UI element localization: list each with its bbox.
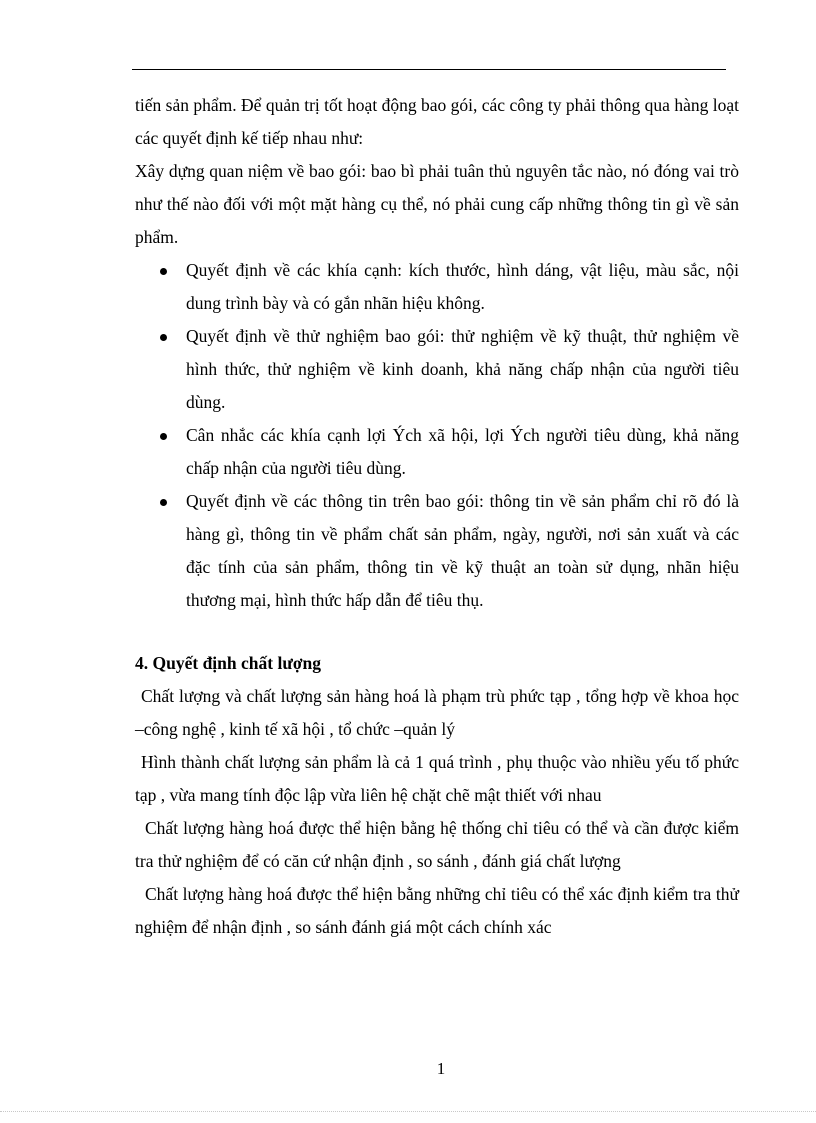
footer-divider [0, 1111, 816, 1112]
bullet-text: Quyết định về các thông tin trên bao gói: thông tin về sản phẩm chỉ rõ đó là hàng gì, thông tin về phẩm chất sản phẩm, ngày, người, nơi sản xuất và các đặc tính của sản phẩm, thông tin về kỹ thuật an toàn sử dụng, nhãn hiệu thương mại, hình thức hấp dẫn để tiêu thụ. [186, 491, 739, 610]
bullet-text: Quyết định về thử nghiệm bao gói: thử nghiệm về kỹ thuật, thử nghiệm về hình thức, thử nghiệm về kinh doanh, khả năng chấp nhận của người tiêu dùng. [186, 326, 739, 412]
bullet-text: Quyết định về các khía cạnh: kích thước, hình dáng, vật liệu, màu sắc, nội dung trình bày và có gắn nhãn hiệu không. [186, 260, 739, 313]
page-number: 1 [436, 1059, 446, 1078]
document-body [135, 89, 739, 944]
bullet-item [135, 320, 739, 419]
section-heading: 4. Quyết định chất lượng [135, 653, 321, 673]
bullet-dot-icon [160, 499, 167, 506]
bullet-item [135, 419, 739, 485]
bullet-dot-icon [160, 268, 167, 275]
intro-paragraph-1: tiến sản phẩm. Để quản trị tốt hoạt động bao gói, các công ty phải thông qua hàng loạt các quyết định kế tiếp nhau như: [135, 95, 739, 148]
bullet-dot-icon [160, 334, 167, 341]
bullet-list [135, 254, 739, 617]
bullet-item [135, 485, 739, 617]
intro-paragraph-2: Xây dựng quan niệm về bao gói: bao bì phải tuân thủ nguyên tắc nào, nó đóng vai trò như thế nào đối với một mặt hàng cụ thể, nó phải cung cấp những thông tin gì về sản phẩm. [135, 161, 739, 247]
header-rule [132, 69, 726, 70]
section-paragraph-2: Hình thành chất lượng sản phẩm là cả 1 quá trình , phụ thuộc vào nhiều yếu tố phức tạp , vừa mang tính độc lập vừa liên hệ chặt chẽ mật thiết với nhau [135, 752, 739, 805]
bullet-dot-icon [160, 433, 167, 440]
bullet-text: Cân nhắc các khía cạnh lợi Ých xã hội, lợi Ých người tiêu dùng, khả năng chấp nhận của người tiêu dùng. [186, 425, 739, 478]
section-paragraph-4: Chất lượng hàng hoá được thể hiện bằng những chỉ tiêu có thể xác định kiểm tra thử nghiệm để nhận định , so sánh đánh giá một cách chính xác [135, 884, 739, 937]
bullet-item [135, 254, 739, 320]
section-paragraph-3: Chất lượng hàng hoá được thể hiện bằng hệ thống chỉ tiêu có thể và cần được kiểm tra thử nghiệm để có căn cứ nhận định , so sánh , đánh giá chất lượng [135, 818, 739, 871]
section-paragraph-1: Chất lượng và chất lượng sản hàng hoá là phạm trù phức tạp , tổng hợp về khoa học –công nghệ , kinh tế xã hội , tổ chức –quản lý [135, 686, 739, 739]
